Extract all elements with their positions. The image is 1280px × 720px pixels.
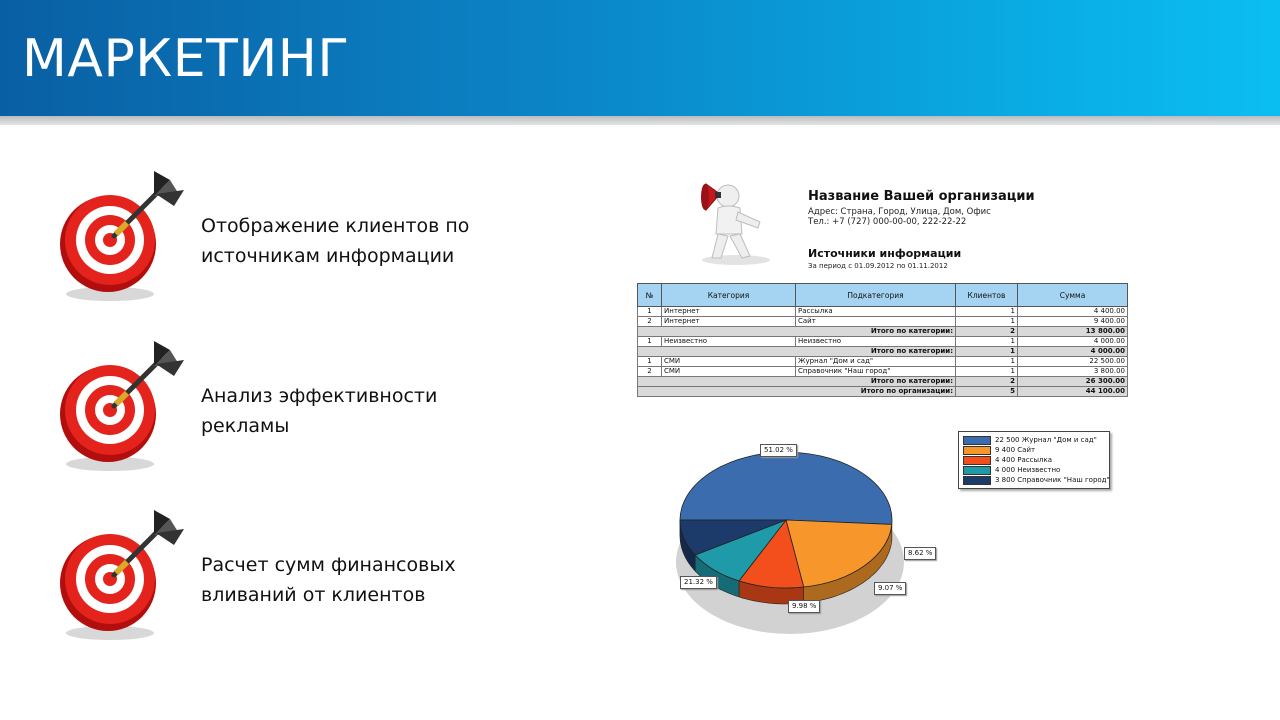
report-title: Источники информации (808, 247, 962, 260)
column-header: Подкатегория (796, 284, 956, 307)
table-row: 2 Интернет Сайт 1 9 400.00 (638, 317, 1128, 327)
pie-chart (676, 430, 976, 640)
column-header: Категория (662, 284, 796, 307)
column-header: № (638, 284, 662, 307)
legend-swatch (963, 476, 991, 485)
table-row: 2 СМИ Справочник "Наш город" 1 3 800.00 (638, 367, 1128, 377)
table-row: 1 СМИ Журнал "Дом и сад" 1 22 500.00 (638, 357, 1128, 367)
legend-swatch (963, 456, 991, 465)
pie-percent-label: 21.32 % (680, 576, 717, 589)
pie-percent-label: 9.07 % (874, 582, 906, 595)
subtotal-row: Итого по категории: 2 13 800.00 (638, 327, 1128, 337)
megaphone-figure-icon (684, 170, 784, 266)
report-preview (636, 168, 1132, 638)
pie-percent-label: 51.02 % (760, 444, 797, 457)
total-row: Итого по организации: 5 44 100.00 (638, 387, 1128, 397)
bullet-text: Анализ эффективности рекламы (201, 385, 438, 437)
org-phone: Тел.: +7 (727) 000-00-00, 222-22-22 (808, 217, 967, 227)
bullet-item-2 (52, 336, 612, 476)
pie-percent-label: 9.98 % (788, 600, 820, 613)
report-period: За период с 01.09.2012 по 01.11.2012 (808, 262, 948, 270)
org-address: Адрес: Страна, Город, Улица, Дом, Офис (808, 207, 991, 217)
bullet-text: Отображение клиентов по источникам информации (201, 215, 470, 267)
legend-item (963, 445, 1109, 455)
legend-item (963, 465, 1109, 475)
table-row: 1 Неизвестно Неизвестно 1 4 000.00 (638, 337, 1128, 347)
table-row: 1 Интернет Рассылка 1 4 400.00 (638, 307, 1128, 317)
subtotal-row: Итого по категории: 2 26 300.00 (638, 377, 1128, 387)
chart-legend (958, 431, 1110, 489)
legend-swatch (963, 446, 991, 455)
title-bar-divider (0, 116, 1280, 125)
legend-swatch (963, 436, 991, 445)
column-header: Сумма (1018, 284, 1128, 307)
legend-item (963, 435, 1109, 445)
legend-label: 9 400 Сайт (995, 446, 1036, 454)
bullet-item-3 (52, 505, 612, 645)
pie-percent-label: 8.62 % (904, 547, 936, 560)
dart-target-icon (52, 166, 192, 306)
legend-label: 4 400 Рассылка (995, 456, 1052, 464)
legend-label: 22 500 Журнал "Дом и сад" (995, 436, 1097, 444)
sources-table (637, 283, 1128, 397)
org-name: Название Вашей организации (808, 189, 1035, 204)
column-header: Клиентов (956, 284, 1018, 307)
bullet-text: Расчет сумм финансовых вливаний от клиентов (201, 554, 456, 606)
slide-title: МАРКЕТИНГ (22, 29, 350, 89)
pie-slice (680, 452, 892, 524)
table-header-row (638, 284, 1128, 307)
legend-swatch (963, 466, 991, 475)
legend-item (963, 475, 1109, 485)
dart-target-icon (52, 336, 192, 476)
legend-label: 3 800 Справочник "Наш город" (995, 476, 1110, 484)
legend-item (963, 455, 1109, 465)
dart-target-icon (52, 505, 192, 645)
subtotal-row: Итого по категории: 1 4 000.00 (638, 347, 1128, 357)
legend-label: 4 000 Неизвестно (995, 466, 1061, 474)
bullet-item-1 (52, 166, 612, 306)
